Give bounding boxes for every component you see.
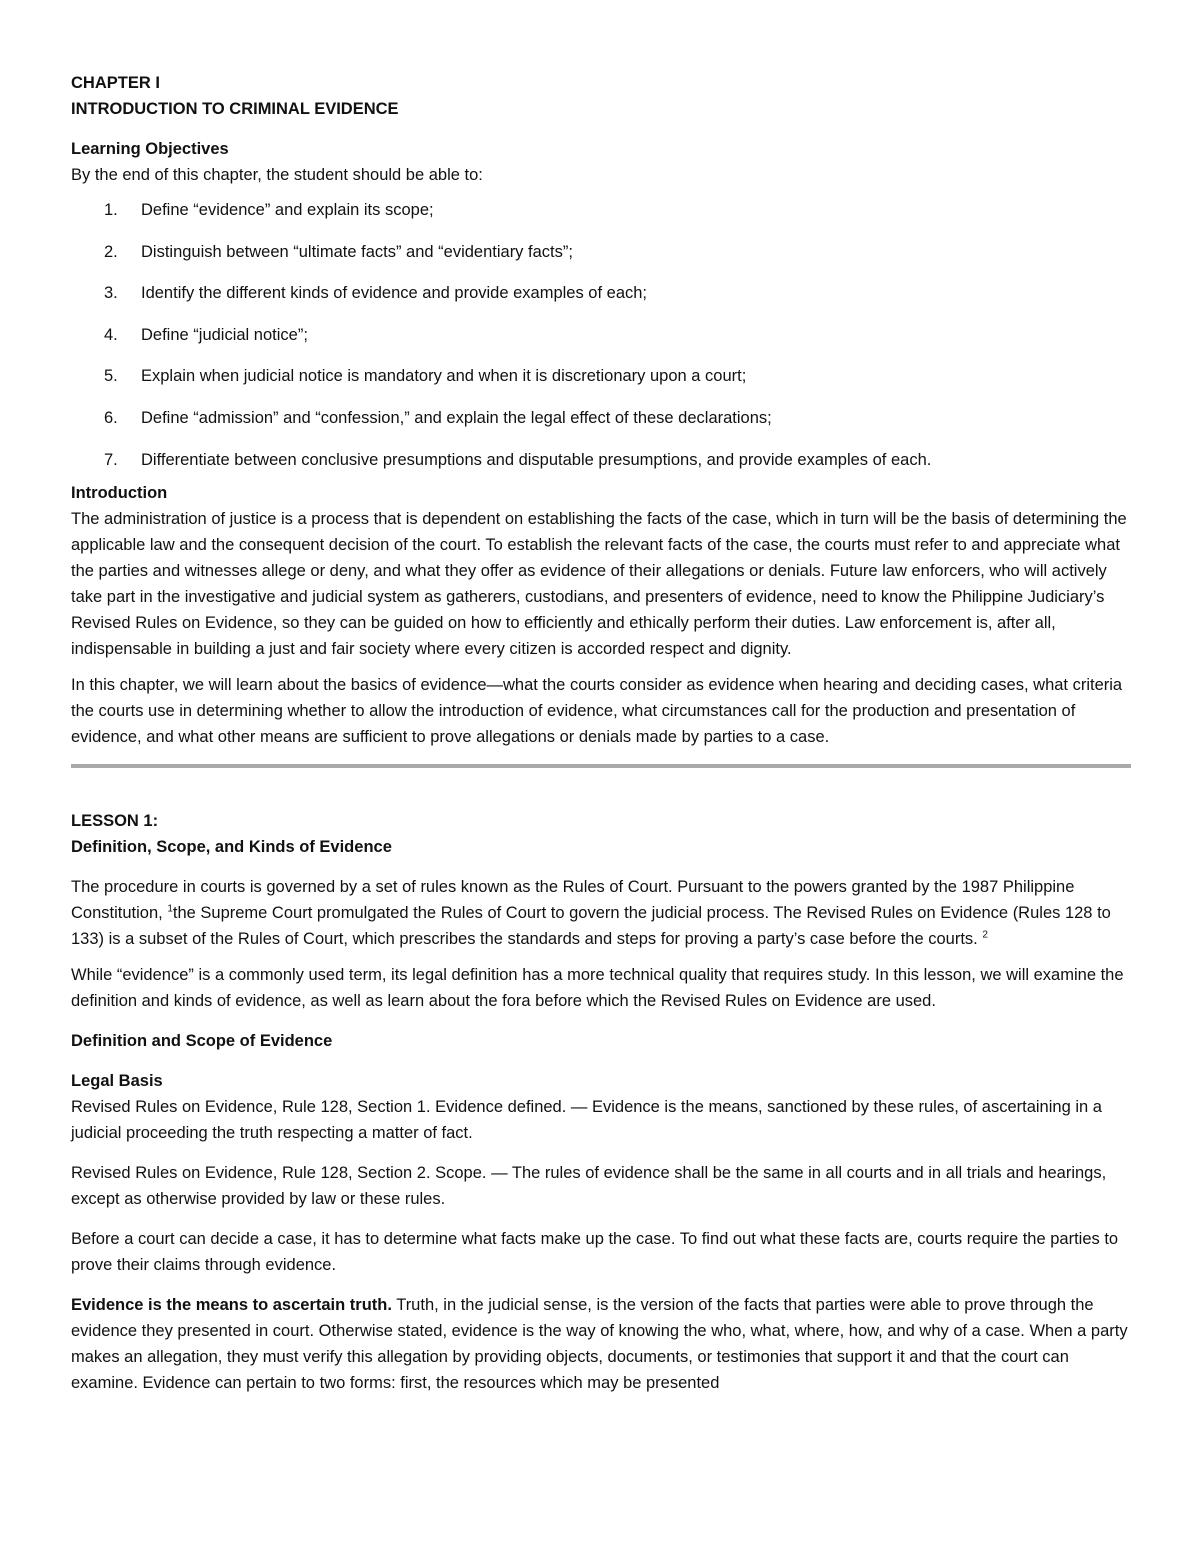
list-item — [71, 239, 1133, 281]
evidence-truth-lead: Evidence is the means to ascertain truth. — [71, 1295, 392, 1314]
list-item — [71, 197, 1133, 239]
chapter-label: CHAPTER I — [71, 74, 160, 92]
footnote-ref-1[interactable]: 1 — [167, 903, 173, 915]
list-text: Identify the different kinds of evidence and provide examples of each; — [141, 284, 648, 303]
list-item — [71, 363, 1133, 405]
lesson-label: LESSON 1: — [71, 811, 159, 830]
list-text: Explain when judicial notice is mandatory and when it is discretionary upon a court; — [141, 367, 747, 386]
list-text: Define “admission” and “confession,” and explain the legal effect of these declarations; — [141, 408, 772, 427]
lesson-paragraph-3: Before a court can decide a case, it has to determine what facts make up the case. To find out what these facts are, courts require the parties to prove their claims through evidence. — [71, 1229, 1119, 1274]
lesson-title: Definition, Scope, and Kinds of Evidence — [71, 837, 392, 856]
list-item — [71, 447, 1133, 480]
document-page — [71, 70, 1133, 1396]
lesson-paragraph-1-part-a: The procedure in courts is governed by a set of rules known as the Rules of Court. Pursuant to the powers granted by the 1987 Philippine Constitution, — [71, 877, 1075, 922]
introduction-heading: Introduction — [71, 483, 168, 502]
objectives-list — [71, 197, 1133, 480]
rule-128-section-1: Revised Rules on Evidence, Rule 128, Section 1. Evidence defined. — Evidence is the means, sanctioned by these rules, of ascertaining in a judicial proceeding the truth respecting a matter of fact. — [71, 1097, 1102, 1142]
definition-scope-heading: Definition and Scope of Evidence — [71, 1031, 333, 1050]
list-item — [71, 405, 1133, 447]
lesson-paragraph-4-rest: Truth, in the judicial sense, is the version of the facts that parties were able to prove through the evidence they presented in court. Otherwise stated, evidence is the way of knowing the who, what, where, how, and why of a case. When a party makes an allegation, they must verify this allegation by providing objects, documents, or testimonies that support it and that the court can examine. Evidence can pertain to two forms: first, the resources which may be presented — [71, 1295, 1128, 1392]
chapter-title: INTRODUCTION TO CRIMINAL EVIDENCE — [71, 100, 399, 118]
lesson-paragraph-2: While “evidence” is a commonly used term, its legal definition has a more technical quality that requires study. In this lesson, we will examine the definition and kinds of evidence, as well as learn about the fora before which the Revised Rules on Evidence are used. — [71, 965, 1124, 1010]
list-number: 6. — [104, 408, 118, 427]
list-item — [71, 280, 1133, 322]
list-number: 7. — [104, 450, 118, 469]
list-text: Define “evidence” and explain its scope; — [141, 201, 434, 219]
objectives-heading: Learning Objectives — [71, 140, 229, 158]
list-number: 1. — [104, 201, 118, 219]
lesson-paragraph-4 — [71, 1292, 1133, 1396]
footnote-ref-2[interactable]: 2 — [982, 929, 988, 941]
introduction-paragraph-1: The administration of justice is a process that is dependent on establishing the facts of the case, which in turn will be the basis of determining the applicable law and the consequent decision of the court. To establish the relevant facts of the case, the courts must refer to and appreciate what the parties and witnesses allege or deny, and what they offer as evidence of their allegations or denials. Future law enforcers, who will actively take part in the investigative and judicial system as gatherers, custodians, and presenters of evidence, need to know the Philippine Judiciary’s Revised Rules on Evidence, so they can be guided on how to efficiently and ethically perform their duties. Law enforcement is, after all, indispensable in building a just and fair society where every citizen is accorded respect and dignity. — [71, 509, 1127, 658]
list-number: 5. — [104, 367, 118, 386]
introduction-paragraph-2: In this chapter, we will learn about the basics of evidence—what the courts consider as evidence when hearing and deciding cases, what criteria the courts use in determining whether to allow the introduction of evidence, what circumstances call for the production and presentation of evidence, and what other means are sufficient to prove allegations or denials made by parties to a case. — [71, 675, 1123, 746]
rule-128-section-2: Revised Rules on Evidence, Rule 128, Section 2. Scope. — The rules of evidence shall be the same in all courts and in all trials and hearings, except as otherwise provided by law or these rules. — [71, 1163, 1107, 1208]
list-text: Differentiate between conclusive presumptions and disputable presumptions, and provide examples of each. — [141, 450, 932, 469]
legal-basis-heading: Legal Basis — [71, 1071, 163, 1090]
lesson-paragraph-1-part-b: the Supreme Court promulgated the Rules of Court to govern the judicial process. The Revised Rules on Evidence (Rules 128 to 133) is a subset of the Rules of Court, which prescribes the standards and steps for proving a party’s case before the courts. — [71, 903, 1111, 948]
list-number: 3. — [104, 284, 118, 303]
lesson-paragraph-1 — [71, 874, 1133, 952]
list-text: Define “judicial notice”; — [141, 325, 308, 344]
objectives-intro: By the end of this chapter, the student should be able to: — [71, 166, 483, 184]
list-number: 2. — [104, 242, 118, 261]
section-divider — [71, 764, 1131, 768]
list-text: Distinguish between “ultimate facts” and “evidentiary facts”; — [141, 242, 573, 261]
list-item — [71, 322, 1133, 364]
list-number: 4. — [104, 325, 118, 344]
